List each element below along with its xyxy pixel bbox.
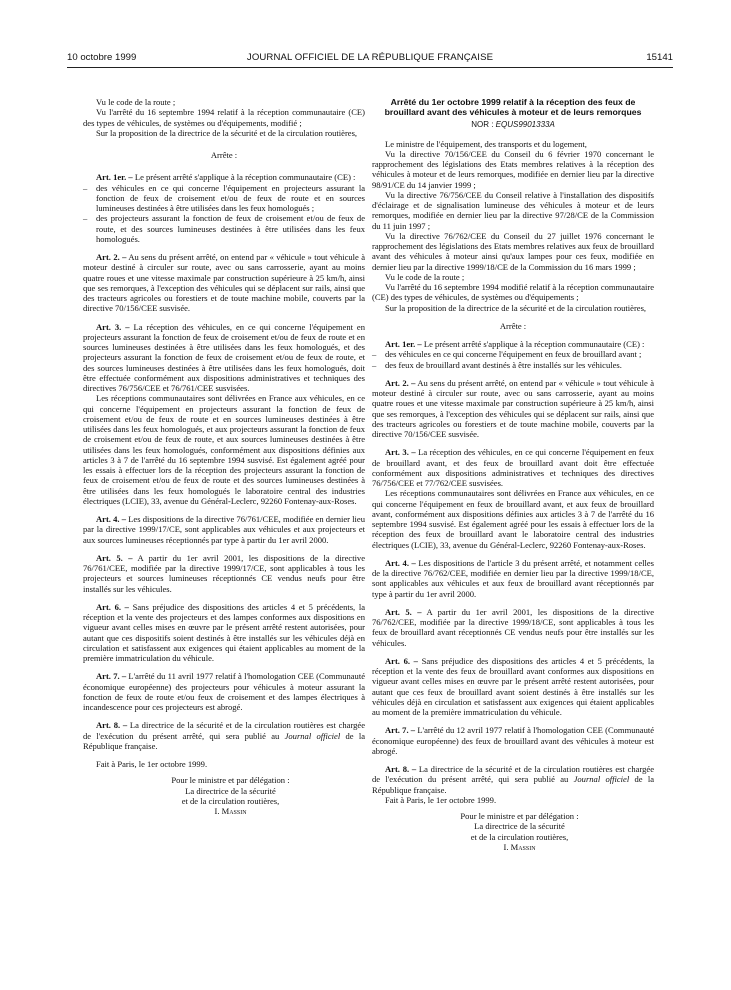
article-7: [83, 671, 365, 712]
header-rule: [67, 67, 673, 68]
left-column: [83, 97, 365, 816]
article-5-label: Art. 5. –: [96, 552, 133, 563]
article-5-text: A partir du 1er avril 2001, les dispositions de la directive 76/762/CEE, modifiée par la directive 1999/18/CE, sont applicables à tous les feux de brouillard avant réceptionnés CE vendus neufs pour être installés sur les véhicules.: [372, 606, 655, 648]
article-1-list: [83, 183, 365, 245]
nor-code: EQUS9901333A: [495, 120, 555, 130]
article-8-text: La directrice de la sécurité et de la circulation routières est chargée de l'exécution du présent arrêté, qui sera publié au: [83, 720, 366, 741]
page-header: [67, 52, 673, 66]
signature-name: I. Massin: [214, 806, 247, 816]
article-5-label: Art. 5. –: [385, 606, 422, 617]
nor-reference: [372, 120, 654, 130]
list-item: – des projecteurs assurant la fonction de feux de croisement et/ou de feux de route, et des sources lumineuses destinées à être utilisées dans les feux homologués.: [83, 213, 365, 244]
article-1-label: Art. 1er. –: [385, 339, 422, 350]
article-8-label: Art. 8. –: [385, 764, 417, 775]
article-3-text: La réception des véhicules, en ce qui concerne l'équipement en projecteurs assurant la fonction de feux de croisement et/ou de feux de route et en sources lumineuses destinées à être utilisées dans les feux homologués, et des projecteurs assurant la fonction de feux de croisement et/ou de feux de route, et des sources lumineuses destinées à être utilisées dans les feux homologués, doit être effectuée conformément aux dispositions administratives et techniques des directives 76/756/CEE et 76/761/CEE susvisées.: [83, 321, 366, 393]
signature-role-2: et de la circulation routières,: [470, 831, 569, 842]
list-item: – des véhicules en ce qui concerne l'équipement en feux de brouillard avant ;: [372, 349, 654, 359]
signature-place-date: Fait à Paris, le 1er octobre 1999.: [96, 759, 208, 769]
decree-title: Arrêté du 1er octobre 1999 relatif à la réception des feux de brouillard avant des véhicules à moteur et de leurs remorques: [384, 97, 642, 118]
article-3: [83, 322, 365, 394]
article-8-label: Art. 8. –: [96, 720, 128, 731]
visa-directive-76-762: Vu la directive 76/762/CEE du Conseil du 27 juillet 1976 concernant le rapprochement des législations des Etats membres relatives aux feux de brouillard avant des véhicules à moteur ainsi qu'aux lampes pour ces feux, modifiée en dernier lieu par la directive 1999/18/CE de la Commission du 16 mars 1999 ;: [372, 230, 654, 272]
article-8: [83, 720, 365, 751]
article-6-text: Sans préjudice des dispositions des articles 4 et 5 précédents, la réception et la vente des feux de brouillard avant conformes aux dispositions en vigueur avant celles mises en œuvre par le présent arrêté restent autorisées, pour autant que ces feux de brouillard avant soient destinés à être installés sur les véhicules déjà en circulation et satisfassent aux exigences qui étaient applicables au moment de la première immatriculation du véhicule.: [372, 655, 655, 718]
visa-directive-76-756: Vu la directive 76/756/CEE du Conseil relative à l'installation des dispositifs d'éclairage et de signalisation lumineuse des véhicules à moteur et de leurs remorques, modifiée en dernier lieu par la directive 97/28/CE de la Commission du 11 juin 1997 ;: [372, 189, 654, 231]
minister-intro: Le ministre de l'équipement, des transports et du logement,: [385, 138, 587, 149]
article-4-text: Les dispositions de la directive 76/761/CEE, modifiée en dernier lieu par la directive 1999/17/CE, sont applicables aux véhicules et aux projecteurs et aux sources lumineuses réceptionnés par type à partir du 1er avril 2000.: [83, 514, 366, 545]
article-2-label: Art. 2. –: [96, 252, 127, 262]
article-2-text: Au sens du présent arrêté, on entend par « véhicule » tout véhicule à moteur destiné à circuler sur route, avec ou sans carrosserie, ayant au moins quatre roues et une vitesse maximale par construction supérieure à 25 km/h, ainsi que ses remorques, à l'exception des véhicules qui se déplacent sur rails, ainsi que des tracteurs agricoles ou forestiers et de toute machine mobile, couverts par la directive 70/156/CEE susvisée.: [372, 377, 654, 440]
list-item: – des véhicules en ce qui concerne l'équipement en projecteurs assurant la fonction de feux de croisement et/ou de feux de route et en sources lumineuses destinées à être utilisées dans les feux homologués ;: [83, 183, 365, 214]
nor-label: NOR :: [471, 120, 494, 130]
signature-role-2: et de la circulation routières,: [181, 795, 280, 806]
article-1: [83, 172, 365, 182]
article-6: [83, 602, 365, 664]
article-4: [372, 558, 654, 599]
journal-officiel-ref: Journal officiel: [573, 774, 630, 785]
signature-place-date: Fait à Paris, le 1er octobre 1999.: [385, 794, 497, 805]
article-1-label: Art. 1er. –: [96, 172, 133, 183]
visa-proposition: Sur la proposition de la directrice de la sécurité et de la circulation routières,: [385, 302, 647, 313]
article-3: [372, 447, 654, 488]
article-2-text: Au sens du présent arrêté, on entend par « véhicule » tout véhicule à moteur destiné à circuler sur route, avec ou sans carrosserie, ayant au moins quatre roues et une vitesse maximale par construction supérieure à 25 km/h, ainsi que ses remorques, à l'exception des véhicules qui se déplacent sur rails, ainsi que des tracteurs agricoles ou forestiers et de toute machine mobile, couverts par la directive 70/156/CEE susvisée.: [83, 252, 365, 314]
article-4-label: Art. 4. –: [96, 514, 126, 524]
arrete-heading: Arrête :: [210, 150, 238, 160]
article-7-label: Art. 7. –: [385, 725, 416, 736]
header-page-number: 15141: [646, 52, 673, 63]
article-1-list: [372, 349, 654, 370]
article-3-label: Art. 3. –: [96, 321, 130, 332]
article-5: [83, 553, 365, 594]
visa-arrete-1994: Vu l'arrêté du 16 septembre 1994 modifié relatif à la réception communautaire (CE) des types de véhicules, de systèmes ou d'équipements ;: [372, 282, 654, 303]
list-item: – des feux de brouillard avant destinés à être installés sur les véhicules.: [372, 360, 654, 370]
article-2: [83, 252, 365, 314]
article-7: [372, 725, 654, 756]
arrete-heading: Arrête :: [499, 320, 527, 331]
article-3-paragraph-2: Les réceptions communautaires sont délivrées en France aux véhicules, en ce qui concerne l'équipement en projecteurs assurant la fonction de feux de croisement et/ou de feux de route et en sources lumineuses destinées à être utilisées dans les feux homologués, et aux projecteurs assurant la fonction de feux de croisement et/ou de feux de route, et aux sources lumineuses destinées à être utilisées dans les feux homologués, conformément aux dispositions définies aux articles 3 à 7 de l'arrêté du 16 septembre 1994 susvisé. Est également agréé pour les essais à effectuer lors de la réception des projecteurs assurant la fonction de feux de croisement et/ou de feux de route et des sources lumineuses destinées à être utilisées dans les feux homologués le laboratoire central des industries électriques (LCIE), 33, avenue du Général-Leclerc, 92260 Fontenay-aux-Roses.: [83, 393, 365, 506]
article-1-text: Le présent arrêté s'applique à la réception communautaire (CE) :: [134, 172, 356, 183]
visa-code-route: Vu le code de la route ;: [385, 271, 465, 282]
article-6: [372, 656, 654, 718]
signature-block: [372, 811, 654, 852]
article-8-text-end: de la République française.: [372, 774, 655, 795]
article-6-text: Sans préjudice des dispositions des articles 4 et 5 précédents, la réception et la vente des projecteurs et des lampes conformes aux dispositions en vigueur avant celles mises en œuvre par le présent arrêté restent autorisées, pour autant que ces dispositifs soient destinés à être installés sur les véhicules déjà en circulation et satisfassent aux exigences qui étaient applicables au moment de la première immatriculation du véhicule.: [83, 601, 366, 663]
signature-block: [83, 775, 365, 816]
visa-proposition: Sur la proposition de la directrice de la sécurité et de la circulation routières,: [96, 127, 358, 138]
article-5: [372, 607, 654, 648]
header-date: 10 octobre 1999: [67, 52, 137, 63]
article-2-label: Art. 2. –: [385, 377, 416, 388]
article-3-label: Art. 3. –: [385, 447, 416, 458]
article-4: [83, 514, 365, 545]
article-4-text: Les dispositions de l'article 3 du présent arrêté, et notamment celles de la directive 76/762/CEE, modifiée en dernier lieu par la directive 1999/18/CE, sont applicables aux véhicules et aux feux de brouillard avant réceptionnés par type à partir du 1er avril 2000.: [372, 557, 655, 599]
visa-directive-70-156: Vu la directive 70/156/CEE du Conseil du 6 février 1970 concernant le rapprochement des législations des Etats membres relatives à la réception des véhicules à moteur et de leurs remorques, modifiée en dernier lieu par la directive 98/91/CE du 14 janvier 1999 ;: [372, 148, 654, 190]
article-8: [372, 764, 654, 795]
article-5-text: A partir du 1er avril 2001, les dispositions de la directive 76/761/CEE, modifiée par la directive 1999/17/CE, sont applicables à tous les projecteurs et sources lumineuses réceptionnés CE vendus neufs pour être installés sur les véhicules.: [83, 552, 366, 594]
article-2: [372, 378, 654, 440]
article-4-label: Art. 4. –: [385, 557, 416, 568]
signature-role-1: La directrice de la sécurité: [474, 821, 565, 832]
header-journal-title: JOURNAL OFFICIEL DE LA RÉPUBLIQUE FRANÇAISE: [246, 52, 494, 63]
signature-delegation: Pour le ministre et par délégation :: [460, 811, 579, 822]
signature-name: I. Massin: [503, 841, 536, 852]
article-1: [372, 339, 654, 349]
article-6-label: Art. 6. –: [96, 601, 129, 612]
signature-delegation: Pour le ministre et par délégation :: [171, 775, 290, 786]
journal-officiel-ref: Journal officiel: [284, 730, 341, 741]
article-7-text: L'arrêté du 11 avril 1977 relatif à l'homologation CEE (Communauté économique européenne) des projecteurs pour véhicules à moteur assurant la fonction de feux de route et/ou feux de croisement et des lampes électriques à incandescence pour ces projecteurs est abrogé.: [83, 671, 366, 712]
article-3-paragraph-2: Les réceptions communautaires sont délivrées en France aux véhicules, en ce qui concerne l'équipement en feux de brouillard avant, et aux feux de brouillard avant, conformément aux dispositions définies aux articles 3 à 7 de l'arrêté du 16 septembre 1994 susvisé. Est également agréé pour les essais à effectuer lors de la réception des feux de brouillard avant le laboratoire central des industries électriques (LCIE), 33, avenue du Général-Leclerc, 92260 Fontenay-aux-Roses.: [372, 488, 654, 550]
signature-role-1: La directrice de la sécurité: [185, 785, 276, 796]
article-8-text: La directrice de la sécurité et de la circulation routières est chargée de l'exécution du présent arrêté, qui sera publié au: [372, 764, 655, 785]
article-7-text: L'arrêté du 12 avril 1977 relatif à l'homologation CEE (Communauté économique européenne) des feux de brouillard avant des véhicules à moteur est abrogé.: [372, 725, 655, 756]
article-6-label: Art. 6. –: [385, 655, 418, 666]
right-column: [372, 97, 654, 852]
article-1-text: Le présent arrêté s'applique à la réception communautaire (CE) :: [423, 339, 645, 350]
article-3-text: La réception des véhicules, en ce qui concerne l'équipement en feux de brouillard avant, et des feux de brouillard avant doit être effectuée conformément aux dispositions administratives et techniques des directives 76/756/CEE et 77/762/CEE susvisées.: [372, 447, 654, 489]
visa-arrete-1994: Vu l'arrêté du 16 septembre 1994 relatif à la réception communautaire (CE) des types de véhicules, de systèmes ou d'équipements, modifié ;: [83, 107, 365, 128]
article-7-label: Art. 7. –: [96, 671, 127, 682]
article-8-text-end: de la République française.: [83, 730, 366, 751]
visa-code-route: Vu le code de la route ;: [96, 97, 176, 107]
